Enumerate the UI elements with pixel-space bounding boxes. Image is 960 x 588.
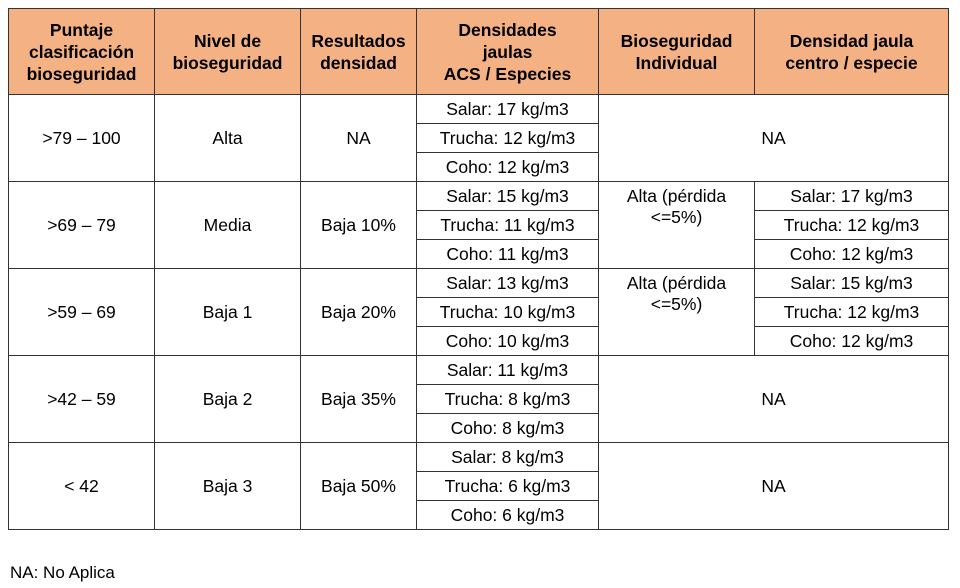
cell-individual-line: <=5%)	[650, 294, 703, 314]
header-densidades-line: ACS / Especies	[443, 63, 572, 84]
table-row	[9, 443, 949, 472]
header-individual	[599, 9, 755, 95]
header-individual-line: Individual	[635, 52, 718, 73]
cell-densidad-salar: Salar: 8 kg/m3	[417, 443, 599, 472]
table-row	[9, 269, 949, 298]
cell-puntaje: >42 – 59	[9, 356, 155, 443]
cell-nivel: Alta	[155, 95, 301, 182]
cell-centro-salar: Salar: 15 kg/m3	[755, 269, 949, 298]
header-centro-line: centro / especie	[785, 52, 918, 73]
table-row	[9, 182, 949, 211]
header-resultados-line: Resultados	[311, 30, 406, 51]
cell-densidad-coho: Coho: 10 kg/m3	[417, 327, 599, 356]
header-puntaje-line: clasificación	[28, 41, 135, 62]
header-resultados	[301, 9, 417, 95]
header-nivel	[155, 9, 301, 95]
header-puntaje	[9, 9, 155, 95]
cell-individual	[599, 182, 755, 269]
cell-nivel: Baja 3	[155, 443, 301, 530]
cell-nivel: Baja 2	[155, 356, 301, 443]
table-row	[9, 356, 949, 385]
cell-densidad-salar: Salar: 13 kg/m3	[417, 269, 599, 298]
cell-individual-na: NA	[599, 443, 949, 530]
cell-nivel: Baja 1	[155, 269, 301, 356]
header-puntaje-line: bioseguridad	[26, 63, 137, 84]
cell-densidad-salar: Salar: 17 kg/m3	[417, 95, 599, 124]
cell-individual-na: NA	[599, 356, 949, 443]
header-puntaje-line: Puntaje	[49, 19, 114, 40]
cell-densidad-trucha: Trucha: 8 kg/m3	[417, 385, 599, 414]
header-densidades-line: Densidades	[458, 19, 557, 40]
cell-densidad-coho: Coho: 8 kg/m3	[417, 414, 599, 443]
table-row	[9, 95, 949, 124]
header-densidades-line: jaulas	[482, 41, 533, 62]
cell-densidad-coho: Coho: 6 kg/m3	[417, 501, 599, 530]
footnote-na: NA: No Aplica	[10, 563, 115, 582]
cell-densidad-trucha: Trucha: 6 kg/m3	[417, 472, 599, 501]
biosecurity-table	[8, 8, 949, 530]
cell-individual-line: Alta (pérdida	[626, 273, 727, 293]
header-nivel-line: Nivel de	[193, 30, 262, 51]
cell-puntaje: >69 – 79	[9, 182, 155, 269]
cell-densidad-trucha: Trucha: 12 kg/m3	[417, 124, 599, 153]
cell-centro-trucha: Trucha: 12 kg/m3	[755, 211, 949, 240]
cell-individual-line: <=5%)	[650, 207, 703, 227]
cell-centro-salar: Salar: 17 kg/m3	[755, 182, 949, 211]
cell-densidad-trucha: Trucha: 10 kg/m3	[417, 298, 599, 327]
cell-nivel: Media	[155, 182, 301, 269]
cell-centro-trucha: Trucha: 12 kg/m3	[755, 298, 949, 327]
cell-individual-na: NA	[599, 95, 949, 182]
cell-individual	[599, 269, 755, 356]
header-nivel-line: bioseguridad	[172, 52, 283, 73]
header-centro	[755, 9, 949, 95]
cell-densidad-coho: Coho: 12 kg/m3	[417, 153, 599, 182]
cell-densidad-coho: Coho: 11 kg/m3	[417, 240, 599, 269]
cell-puntaje: >79 – 100	[9, 95, 155, 182]
cell-resultado: Baja 50%	[301, 443, 417, 530]
cell-resultado: NA	[301, 95, 417, 182]
cell-densidad-salar: Salar: 11 kg/m3	[417, 356, 599, 385]
cell-resultado: Baja 35%	[301, 356, 417, 443]
cell-puntaje: < 42	[9, 443, 155, 530]
cell-densidad-trucha: Trucha: 11 kg/m3	[417, 211, 599, 240]
cell-puntaje: >59 – 69	[9, 269, 155, 356]
cell-centro-coho: Coho: 12 kg/m3	[755, 240, 949, 269]
cell-resultado: Baja 10%	[301, 182, 417, 269]
cell-centro-coho: Coho: 12 kg/m3	[755, 327, 949, 356]
header-resultados-line: densidad	[320, 52, 397, 73]
header-densidades	[417, 9, 599, 95]
cell-densidad-salar: Salar: 15 kg/m3	[417, 182, 599, 211]
cell-individual-line: Alta (pérdida	[626, 186, 727, 206]
header-individual-line: Bioseguridad	[620, 30, 733, 51]
cell-resultado: Baja 20%	[301, 269, 417, 356]
header-row	[9, 9, 949, 95]
header-centro-line: Densidad jaula	[789, 30, 914, 51]
